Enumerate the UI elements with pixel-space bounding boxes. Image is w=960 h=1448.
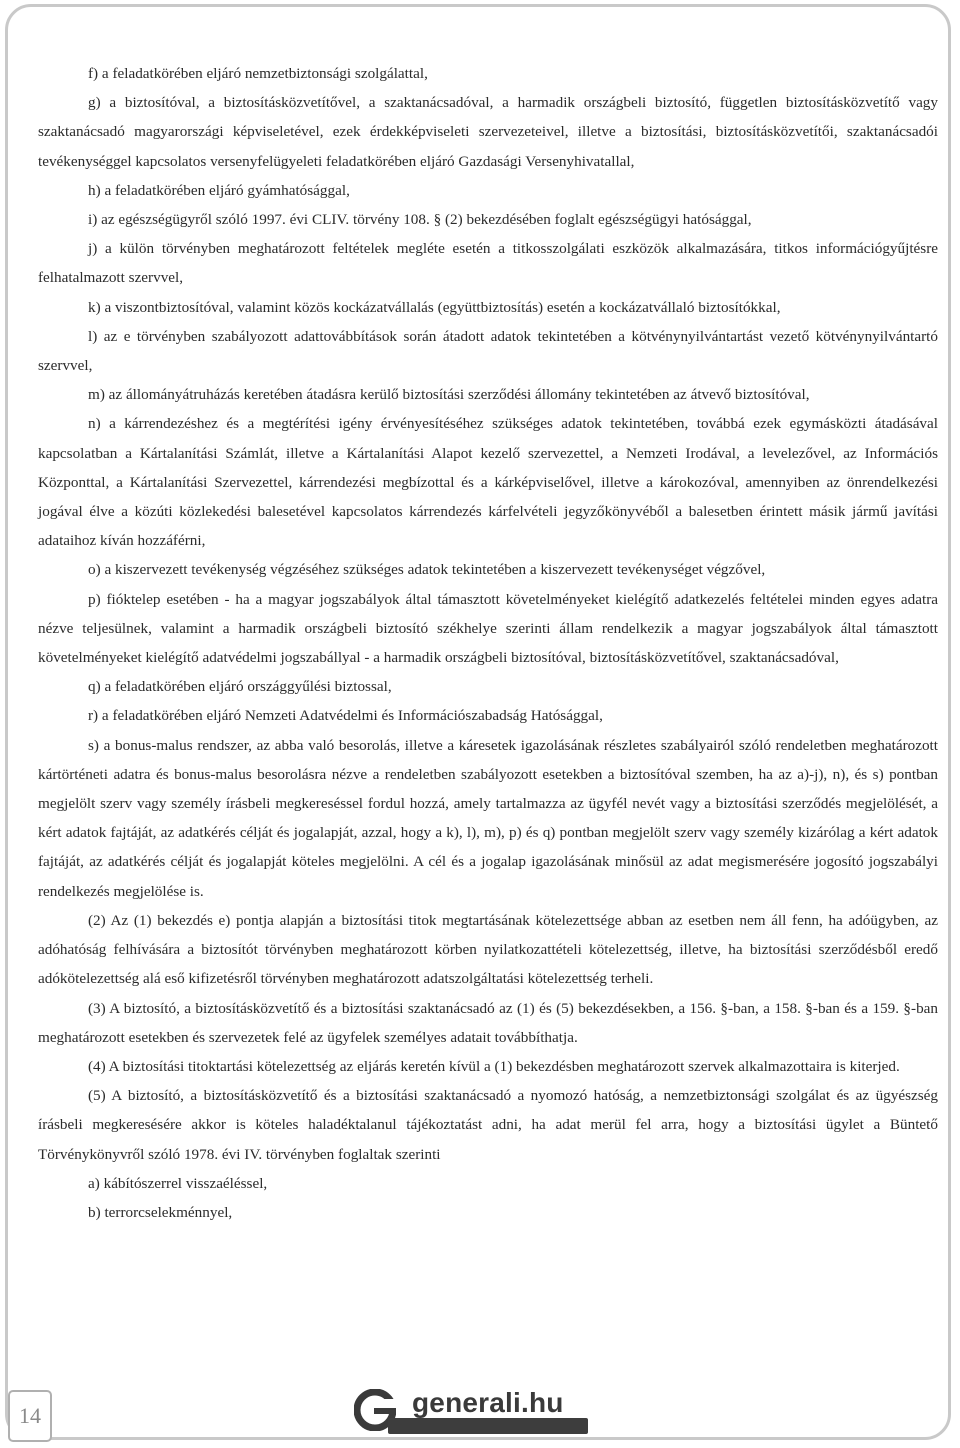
paragraph-section-5: (5) A biztosító, a biztosításközvetítő és a biztosítási szaktanácsadó a nyomozó hatóság, a nemzetbiztonsági szolgálat és az ügyészség írásbeli megkeresésére akkor is köteles haladéktalanul tájékoztatást adni, ha adat merül fel arra, hogy a biztosítási ügylet a Büntető Törvénykönyvről szóló 1978. évi IV. törvényben foglaltak szerinti — [38, 1087, 938, 1163]
paragraph-m: m) az állományátruházás keretében átadásra kerülő biztosítási szerződési állomány tekintetében az átvevő biztosítóval, — [88, 386, 810, 404]
logo-wordmark: generali.hu — [412, 1387, 564, 1418]
paragraph-p: p) fióktelep esetében - ha a magyar jogszabályok által támasztott követelményeket kielégítő adatkezelés feltételei minden egyes adatra nézve teljesülnek, valamint a harmadik országbeli biztosító székhelye szerinti állam rendelkezik a magyar jogszabályok által támasztott követelményeket kielégítő adatvédelmi jogszabállyal - a harmadik országbeli biztosítóval, biztosításközvetítővel, szaktanácsadóval, — [38, 590, 938, 667]
logo-tagline-bar — [388, 1418, 588, 1434]
paragraph-item-a: a) kábítószerrel visszaéléssel, — [88, 1174, 268, 1192]
page-number-box — [8, 1390, 52, 1442]
paragraph-h: h) a feladatkörében eljáró gyámhatósággal, — [88, 181, 350, 199]
paragraph-section-4: (4) A biztosítási titoktartási kötelezettség az eljárás keretén kívül a (1) bekezdésben meghatározott szervek alkalmazottaira is kiterjed. — [88, 1057, 900, 1075]
paragraph-k: k) a viszontbiztosítóval, valamint közös kockázatvállalás (együttbiztosítás) esetén a kockázatvállaló biztosítókkal, — [88, 298, 781, 316]
paragraph-f: f) a feladatkörében eljáró nemzetbiztonsági szolgálattal, — [88, 65, 428, 82]
paragraph-section-3: (3) A biztosító, a biztosításközvetítő és a biztosítási szaktanácsadó az (1) és (5) bekezdésekben, a 156. §-ban, a 158. §-ban és a 159. §-ban meghatározott esetekben és szervezetek felé az ügyfelek személyes adatait továbbíthatja. — [38, 999, 938, 1046]
paragraph-q: q) a feladatkörében eljáró országgyűlési biztossal, — [88, 678, 392, 696]
paragraph-o: o) a kiszervezett tevékenység végzéséhez szükséges adatok tekintetében a kiszervezett tevékenységet végzővel, — [88, 561, 766, 579]
paragraph-i: i) az egészségügyről szóló 1997. évi CLIV. törvény 108. § (2) bekezdésében foglalt egészségügyi hatósággal, — [88, 211, 752, 229]
brand-logo — [348, 1383, 593, 1438]
document-body — [38, 59, 938, 1227]
paragraph-section-2: (2) Az (1) bekezdés e) pontja alapján a biztosítási titok megtartásának kötelezettsége abban az esetben nem áll fenn, ha adóügyben, az adóhatóság felhívására a biztosítót törvényben meghatározott körben nyilatkozattételi kötelezettség, illetve, ha biztosítási szerződésből eredő adókötelezettség alá eső kifizetésről törvényben meghatározott adatszolgáltatási kötelezettség terheli. — [38, 911, 938, 988]
paragraph-j: j) a külön törvényben meghatározott feltételek megléte esetén a titkosszolgálati eszközök alkalmazására, titkos információgyűjtésre felhatalmazott szervvel, — [38, 240, 938, 287]
paragraph-g: g) a biztosítóval, a biztosításközvetítővel, a szaktanácsadóval, a harmadik országbeli biztosító, független biztosításközvetítő vagy szaktanácsadó magyarországi képviseletével, ezek érdekképviseleti szervezeteivel, illetve a biztosítási, biztosításközvetítői, szaktanácsadói tevékenységgel kapcsolatos versenyfelügyeleti feladatkörében eljáró Gazdasági Versenyhivatallal, — [38, 94, 938, 170]
page-number: 14 — [19, 1403, 41, 1428]
paragraph-s: s) a bonus-malus rendszer, az abba való besorolás, illetve a káresetek igazolásának részletes szabályairól szóló rendeletben meghatározott kártörténeti adatra és bonus-malus besorolásra nézve a rendeletben szabályozott esetekben a biztosítóval szemben, ha az a)-j), n), és s) pontban megjelölt szerv vagy személy írásbeli megkereséssel fordul hozzá, amely tartalmazza az ügyfél nevét vagy a biztosítási szerződés megjelölését, a kért adatok fajtáját, az adatkérés célját és jogalapját, azzal, hogy a k), l), m), p) és q) pontban megjelölt szerv vagy személy kizárólag a kért adatok fajtáját, az adatkérés célját és jogalapját köteles megjelölni. A cél és a jogalap igazolásának minősül az adat megismerésére jogosító jogszabályi rendelkezés megjelölése is. — [38, 736, 938, 900]
paragraph-n: n) a kárrendezéshez és a megtérítési igény érvényesítéséhez szükséges adatok tekintetében, továbbá ezek egymásközti átadásával kapcsolatban a Kártalanítási Számlát, illetve a Kártalanítási Alapot kezelő szervezettel, a Nemzeti Irodával, a levelezővel, az Információs Központtal, a Kártalanítási Szervezettel, kárrendezési megbízottal és a kárképviselővel, illetve a károkozóval, amennyiben az önrendelkezési jogával élve a közúti közlekedési balesetével kapcsolatos kárrendezés kárfelvételi jegyzőkönyvéből a balesetben érintett másik jármű javítási adataihoz kíván hozzáférni, — [38, 415, 938, 550]
paragraph-l: l) az e törvényben szabályozott adattovábbítások során átadott adatok tekintetében a kötvénynyilvántartást vezető kötvénynyilvántartó szervvel, — [38, 327, 938, 375]
paragraph-r: r) a feladatkörében eljáró Nemzeti Adatvédelmi és Információszabadság Hatósággal, — [88, 707, 603, 725]
paragraph-item-b: b) terrorcselekménnyel, — [88, 1203, 233, 1221]
